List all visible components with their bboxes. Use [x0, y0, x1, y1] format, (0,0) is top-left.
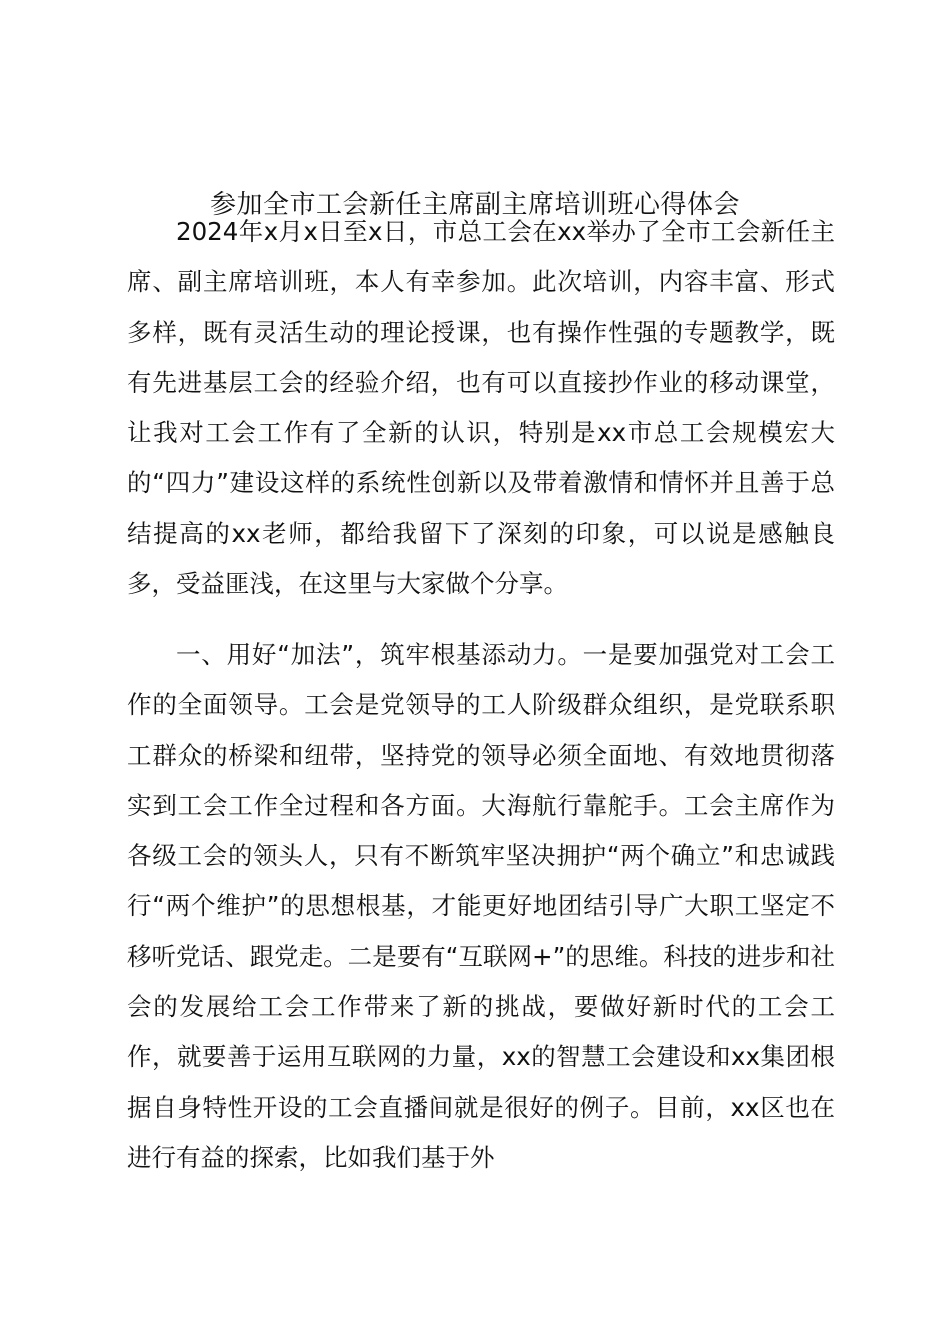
paragraph-section-one: 一、用好“加法”，筑牢根基添动力。一是要加强党对工会工作的全面领导。工会是党领导的工人阶级群众组织，是党联系职工群众的桥梁和纽带，坚持党的领导必须全面地、有效地贯彻落实到工会工作全过程和各方面。大海航行靠舵手。工会主席作为各级工会的领头人，只有不断筑牢坚决拥护“两个确立”和忠诚践行“两个维护”的思想根基，才能更好地团结引导广大职工坚定不移听党话、跟党走。二是要有“互联网+”的思维。科技的进步和社会的发展给工会工作带来了新的挑战，要做好新时代的工会工作，就要善于运用互联网的力量，xx的智慧工会建设和xx集团根据自身特性开设的工会直播间就是很好的例子。目前，xx区也在进行有益的探索，比如我们基于外: [127, 640, 835, 1172]
document-title: 参加全市工会新任主席副主席培训班心得体会: [209, 190, 740, 220]
paragraph-intro: 2024年x月x日至x日，市总工会在xx举办了全市工会新任主席、副主席培训班，本人有幸参加。此次培训，内容丰富、形式多样，既有灵活生动的理论授课，也有操作性强的专题教学，既有先进基层工会的经验介绍，也有可以直接抄作业的移动课堂，让我对工会工作有了全新的认识，特别是xx市总工会规模宏大的“四力”建设这样的系统性创新以及带着激情和情怀并且善于总结提高的xx老师，都给我留下了深刻的印象，可以说是感触良多，受益匪浅，在这里与大家做个分享。: [127, 217, 835, 599]
